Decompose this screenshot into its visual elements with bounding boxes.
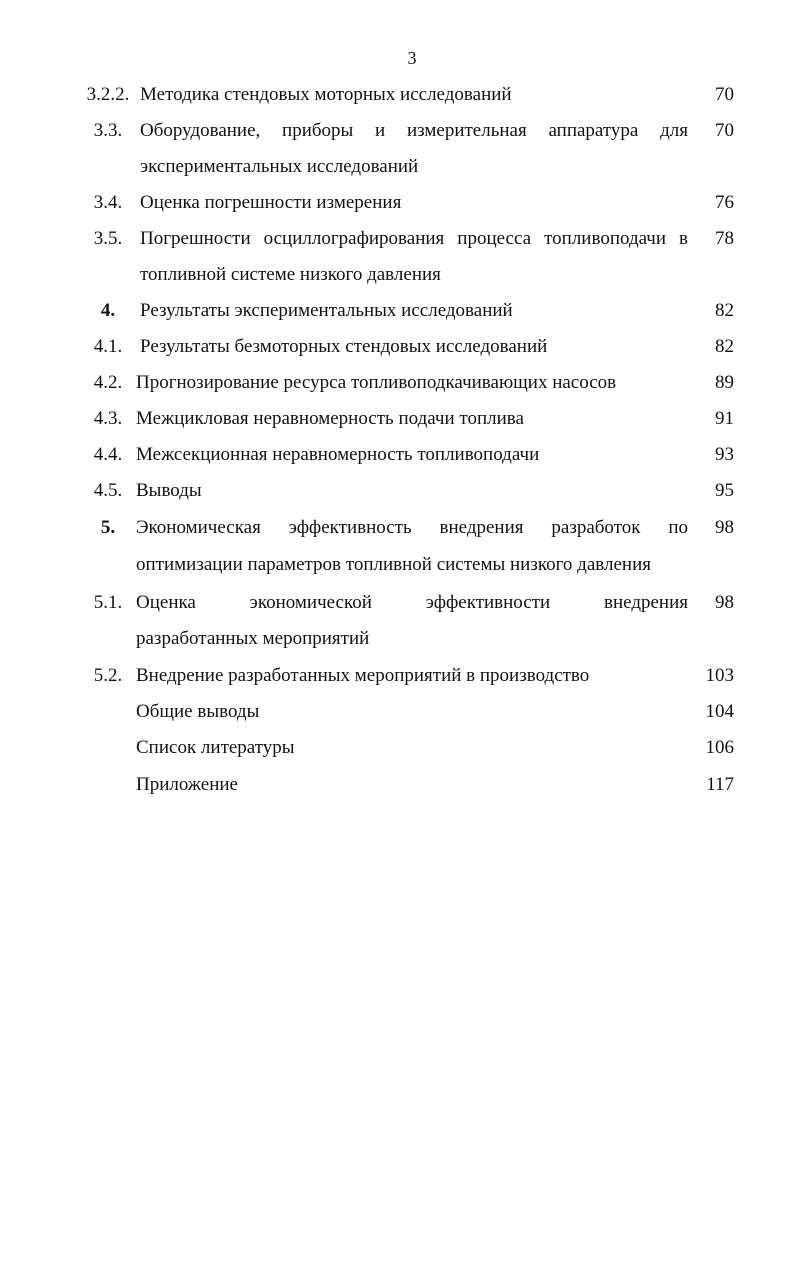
toc-entry-title: Общие выводы xyxy=(136,701,260,722)
toc-entry-title: Выводы xyxy=(136,480,202,501)
toc-entry-page: 93 xyxy=(715,444,734,465)
toc-entry-page: 82 xyxy=(715,336,734,357)
toc-entry-page: 76 xyxy=(715,192,734,213)
toc-entry-number: 4.3. xyxy=(93,408,123,429)
toc-entry-number: 4.2. xyxy=(93,372,123,393)
toc-entry-title-continued: экспериментальных исследований xyxy=(140,156,419,177)
toc-entry-page: 98 xyxy=(715,592,734,613)
toc-entry-page: 95 xyxy=(715,480,734,501)
toc-entry-page: 70 xyxy=(715,84,734,105)
toc-entry-page: 91 xyxy=(715,408,734,429)
toc-entry-page: 106 xyxy=(705,737,734,758)
toc-entry-number: 3.3. xyxy=(93,120,123,141)
toc-entry-title: Погрешности осциллографирования процесса топливоподачи в xyxy=(140,228,688,249)
toc-entry-page: 98 xyxy=(715,517,734,538)
toc-entry-page: 117 xyxy=(706,774,734,795)
toc-entry-number: 5.2. xyxy=(93,665,123,686)
toc-entry-title: Прогнозирование ресурса топливоподкачивающих насосов xyxy=(136,372,617,393)
toc-entry-number: 3.5. xyxy=(93,228,123,249)
toc-entry-number: 4.1. xyxy=(93,336,123,357)
toc-entry-page: 70 xyxy=(715,120,734,141)
toc-entry-page: 78 xyxy=(715,228,734,249)
toc-entry-number: 4.4. xyxy=(93,444,123,465)
toc-entry-page: 103 xyxy=(705,665,734,686)
toc-entry-title: Методика стендовых моторных исследований xyxy=(140,84,512,105)
toc-entry-title: Результаты безмоторных стендовых исследований xyxy=(140,336,548,357)
toc-entry-title: Список литературы xyxy=(136,737,295,758)
toc-entry-title: Оценка погрешности измерения xyxy=(140,192,402,213)
toc-entry-number: 4.5. xyxy=(93,480,123,501)
toc-entry-title: Экономическая эффективность внедрения разработок по xyxy=(136,517,688,538)
toc-entry-number: 3.2.2. xyxy=(86,84,130,105)
toc-entry-title: Межсекционная неравномерность топливоподачи xyxy=(136,444,540,465)
toc-entry-title-continued: оптимизации параметров топливной системы низкого давления xyxy=(136,554,651,575)
toc-entry-title: Межцикловая неравномерность подачи топлива xyxy=(136,408,524,429)
page-number: 3 xyxy=(407,48,417,68)
toc-entry-page: 82 xyxy=(715,300,734,321)
toc-entry-title: Приложение xyxy=(136,774,238,795)
toc-entry-number: 3.4. xyxy=(93,192,123,213)
toc-entry-title: Результаты экспериментальных исследований xyxy=(140,300,513,321)
toc-entry-page: 104 xyxy=(705,701,734,722)
toc-entry-title: Оценка экономической эффективности внедрения xyxy=(136,592,688,613)
toc-entry-title-continued: топливной системе низкого давления xyxy=(140,264,441,285)
toc-entry-page: 89 xyxy=(715,372,734,393)
toc-entry-number: 4. xyxy=(100,300,116,321)
toc-entry-number: 5.1. xyxy=(93,592,123,613)
toc-entry-title: Внедрение разработанных мероприятий в производство xyxy=(136,665,590,686)
toc-entry-number: 5. xyxy=(100,517,116,538)
toc-entry-title: Оборудование, приборы и измерительная аппаратура для xyxy=(140,120,688,141)
toc-entry-title-continued: разработанных мероприятий xyxy=(136,628,370,649)
